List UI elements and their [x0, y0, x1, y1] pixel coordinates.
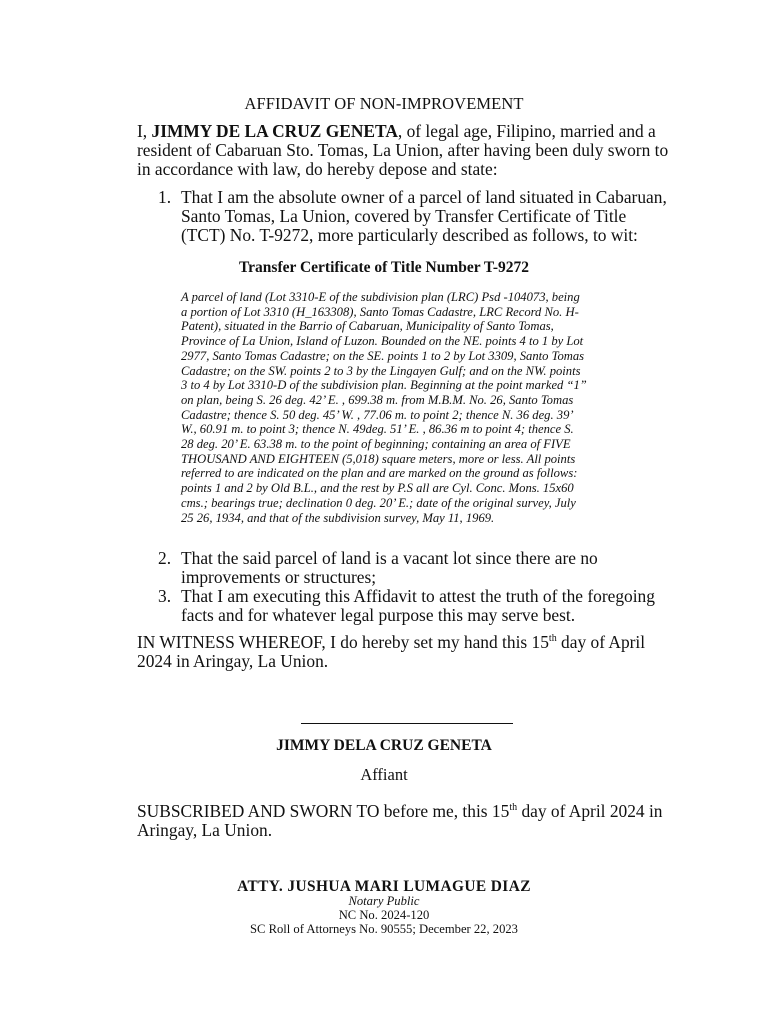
- description-line: W., 60.91 m. to point 3; thence N. 49deg. 51’ E. , 86.36 m to point 4; thence S.: [181, 422, 574, 437]
- description-line: Cadastre; on the SW. points 2 to 3 by the Lingayen Gulf; and on the NW. points: [181, 363, 581, 378]
- intro-line-1: [137, 122, 677, 141]
- jurat-line-2: Aringay, La Union.: [137, 820, 273, 840]
- description-line: referred to are indicated on the plan and are marked on the ground as follows:: [181, 466, 578, 481]
- description-line: Cadastre; thence S. 50 deg. 45’ W. , 77.06 m. to point 2; thence N. 36 deg. 39’: [181, 407, 574, 422]
- description-line: 25 26, 1934, and that of the subdivision survey, May 11, 1969.: [181, 510, 495, 525]
- list-item-number: 1.: [158, 187, 172, 207]
- affiant-role: Affiant: [360, 765, 408, 784]
- tct-heading: Transfer Certificate of Title Number T-9272: [238, 259, 529, 276]
- witness-text: day of April: [556, 632, 646, 652]
- jurat-text: SUBSCRIBED AND SWORN TO before me, this 15: [137, 801, 510, 821]
- ordinal-suffix: th: [548, 633, 557, 645]
- ordinal-suffix: th: [509, 802, 518, 814]
- jurat-line-1: [137, 802, 677, 821]
- document-title: AFFIDAVIT OF NON-IMPROVEMENT: [244, 94, 524, 113]
- description-line: 2977, Santo Tomas Cadastre; on the SE. points 1 to 2 by Lot 3309, Santo Tomas: [181, 348, 585, 363]
- witness-line-1: [137, 633, 677, 652]
- description-line: THOUSAND AND EIGHTEEN (5,018) square meters, more or less. All points: [181, 451, 576, 466]
- intro-paragraph: [137, 122, 677, 179]
- tct-description: [181, 290, 669, 525]
- list-item-text: [181, 549, 676, 587]
- list-item-line: improvements or structures;: [181, 567, 377, 587]
- list-item-line: That I am the absolute owner of a parcel of land situated in Cabaruan,: [181, 187, 667, 207]
- list-item-number: 2.: [158, 548, 172, 568]
- affiant-name: JIMMY DELA CRUZ GENETA: [276, 737, 492, 754]
- list-item-line: facts and for whatever legal purpose this may serve best.: [181, 605, 576, 625]
- description-line: 3 to 4 by Lot 3310-D of the subdivision plan. Beginning at the point marked “1”: [181, 378, 587, 393]
- list-item-text: [181, 587, 676, 625]
- description-line: a portion of Lot 3310 (H_163308), Santo Tomas Cadastre, LRC Record No. H-: [181, 304, 579, 319]
- notary-roll-number: SC Roll of Attorneys No. 90555; December 22, 2023: [250, 922, 518, 936]
- description-line: points 1 and 2 by Old B.L., and the rest by P.S all are Cyl. Conc. Mons. 15x60: [181, 481, 574, 496]
- notary-commission-number: NC No. 2024-120: [338, 908, 430, 922]
- witness-text: IN WITNESS WHEREOF, I do hereby set my hand this 15: [137, 632, 549, 652]
- signature-line: [301, 723, 513, 724]
- intro-line-1-rest: , of legal age, Filipino, married and a: [397, 121, 656, 141]
- notary-title: Notary Public: [348, 894, 420, 908]
- list-item-line: That the said parcel of land is a vacant lot since there are no: [181, 548, 598, 568]
- description-line: Province of La Union, Island of Luzon. Bounded on the NE. points 4 to 1 by Lot: [181, 334, 584, 349]
- intro-line-3: in accordance with law, do hereby depose and state:: [137, 159, 498, 179]
- list-item-line: That I am executing this Affidavit to attest the truth of the foregoing: [181, 586, 655, 606]
- intro-prefix: I,: [137, 121, 152, 141]
- description-line: on plan, being S. 26 deg. 42’ E. , 699.38 m. from M.B.M. No. 26, Santo Tomas: [181, 392, 574, 407]
- description-line: cms.; bearings true; declination 0 deg. 20’ E.; date of the original survey, July: [181, 495, 576, 510]
- jurat-text: day of April 2024 in: [517, 801, 663, 821]
- description-line: 28 deg. 20’ E. 63.38 m. to the point of beginning; containing an area of FIVE: [181, 437, 571, 452]
- affiant-name-inline: JIMMY DE LA CRUZ GENETA: [151, 121, 398, 141]
- witness-line-2: 2024 in Aringay, La Union.: [137, 651, 329, 671]
- jurat-paragraph: [137, 802, 677, 840]
- list-item-line: (TCT) No. T-9272, more particularly described as follows, to wit:: [181, 225, 638, 245]
- list-item-number: 3.: [158, 586, 172, 606]
- list-item-line: Santo Tomas, La Union, covered by Transfer Certificate of Title: [181, 206, 627, 226]
- intro-line-2: resident of Cabaruan Sto. Tomas, La Union, after having been duly sworn to: [137, 140, 669, 160]
- description-line: A parcel of land (Lot 3310-E of the subdivision plan (LRC) Psd -104073, being: [181, 290, 580, 304]
- list-item-text: [181, 188, 676, 245]
- notary-name: ATTY. JUSHUA MARI LUMAGUE DIAZ: [237, 878, 531, 895]
- description-line: Patent), situated in the Barrio of Cabaruan, Municipality of Santo Tomas,: [181, 319, 554, 334]
- witness-paragraph: [137, 633, 677, 671]
